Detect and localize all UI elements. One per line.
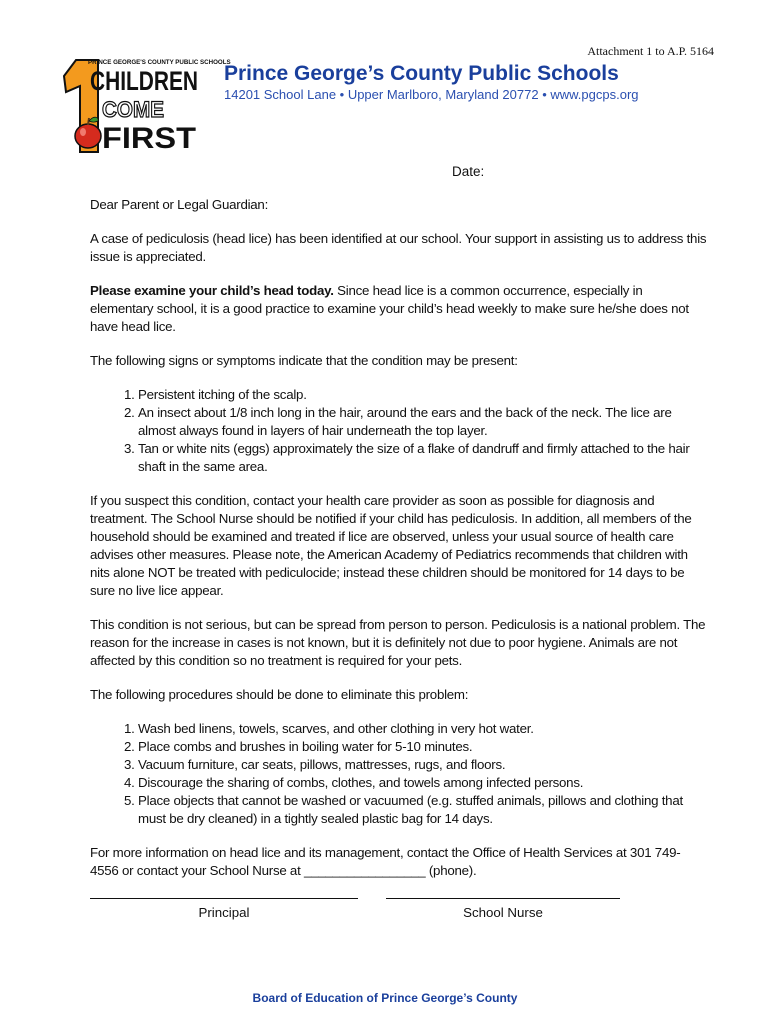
exam-text: Since head lice is a common occurrence, especially in elementary school, it is a good practice to examine your child’s head weekly to make sure he/she does not have head lice. — [90, 283, 689, 334]
apple-icon — [75, 117, 101, 148]
attachment-label: Attachment 1 to A.P. 5164 — [587, 44, 714, 58]
list-item: 2. An insect about 1/8 inch long in the hair, around the ears and the back of the neck. The lice are almost always found in layers of hair underneath the top layer. — [138, 404, 708, 440]
intro-paragraph: A case of pediculosis (head lice) has been identified at our school. Your support in assisting us to address this issue is appreciated. — [90, 231, 707, 264]
signs-intro: The following signs or symptoms indicate that the condition may be present: — [90, 353, 518, 368]
logo-line-first: FIRST — [102, 122, 196, 155]
signature-area — [90, 886, 650, 926]
contact-paragraph: For more information on head lice and its management, contact the Office of Health Services at 301 749-4556 or contact your School Nurse at _________________ (phone). — [90, 845, 681, 878]
signs-list — [90, 386, 708, 476]
procedures-intro: The following procedures should be done to eliminate this problem: — [90, 687, 469, 702]
list-item: 3. Tan or white nits (eggs) approximately the size of a flake of dandruff and firmly attached to the hair shaft in the same area. — [138, 440, 708, 476]
school-address: 14201 School Lane • Upper Marlboro, Maryland 20772 • www.pgcps.org — [224, 87, 639, 102]
list-item: 2. Place combs and brushes in boiling water for 5-10 minutes. — [138, 738, 708, 756]
nurse-signature — [386, 886, 620, 920]
list-item: 5. Place objects that cannot be washed or vacuumed (e.g. stuffed animals, pillows and clothing that must be dry cleaned) in a tightly sealed plastic bag for 14 days. — [138, 792, 708, 828]
nurse-label: School Nurse — [463, 905, 543, 920]
list-item: 1. Persistent itching of the scalp. — [138, 386, 708, 404]
principal-label: Principal — [198, 905, 250, 920]
principal-signature — [90, 886, 358, 920]
list-item: 4. Discourage the sharing of combs, clothes, and towels among infected persons. — [138, 774, 708, 792]
suspect-paragraph: If you suspect this condition, contact your health care provider as soon as possible for diagnosis and treatment. The School Nurse should be notified if your child has pediculosis. In addition, all members of the household should be examined and treated if lice are observed, unless your usual source of health care advises other measures. Please note, the American Academy of Pediatrics recommends that children with nits alone NOT be treated with pediculocide; instead these children should be monitored for 14 days to be sure no live lice appear. — [90, 493, 692, 598]
footer: Board of Education of Prince George’s County — [252, 991, 518, 1005]
procedures-list — [90, 720, 708, 828]
salutation: Dear Parent or Legal Guardian: — [90, 197, 269, 212]
letter-body — [90, 196, 708, 896]
serious-paragraph: This condition is not serious, but can be spread from person to person. Pediculosis is a national problem. The reason for the increase in cases is not known, but it is definitely not due to poor hygiene. Animals are not affected by this condition so no treatment is required for your pets. — [90, 617, 706, 668]
children-come-first-logo — [54, 52, 231, 160]
list-item: 3. Vacuum furniture, car seats, pillows, mattresses, rugs, and floors. — [138, 756, 708, 774]
logo-top-text: PRINCE GEORGE'S COUNTY PUBLIC SCHOOLS — [88, 59, 231, 66]
school-name: Prince George’s County Public Schools — [224, 62, 619, 85]
principal-signature-line — [90, 886, 358, 899]
list-item: 1. Wash bed linens, towels, scarves, and other clothing in very hot water. — [138, 720, 708, 738]
exam-paragraph — [90, 282, 708, 336]
date-label: Date: — [452, 164, 485, 179]
exam-bold-text: Please examine your child’s head today. — [90, 283, 334, 298]
logo-line-come: COME — [102, 97, 164, 122]
nurse-signature-line — [386, 886, 620, 899]
logo-line-children: CHILDREN — [90, 66, 198, 96]
